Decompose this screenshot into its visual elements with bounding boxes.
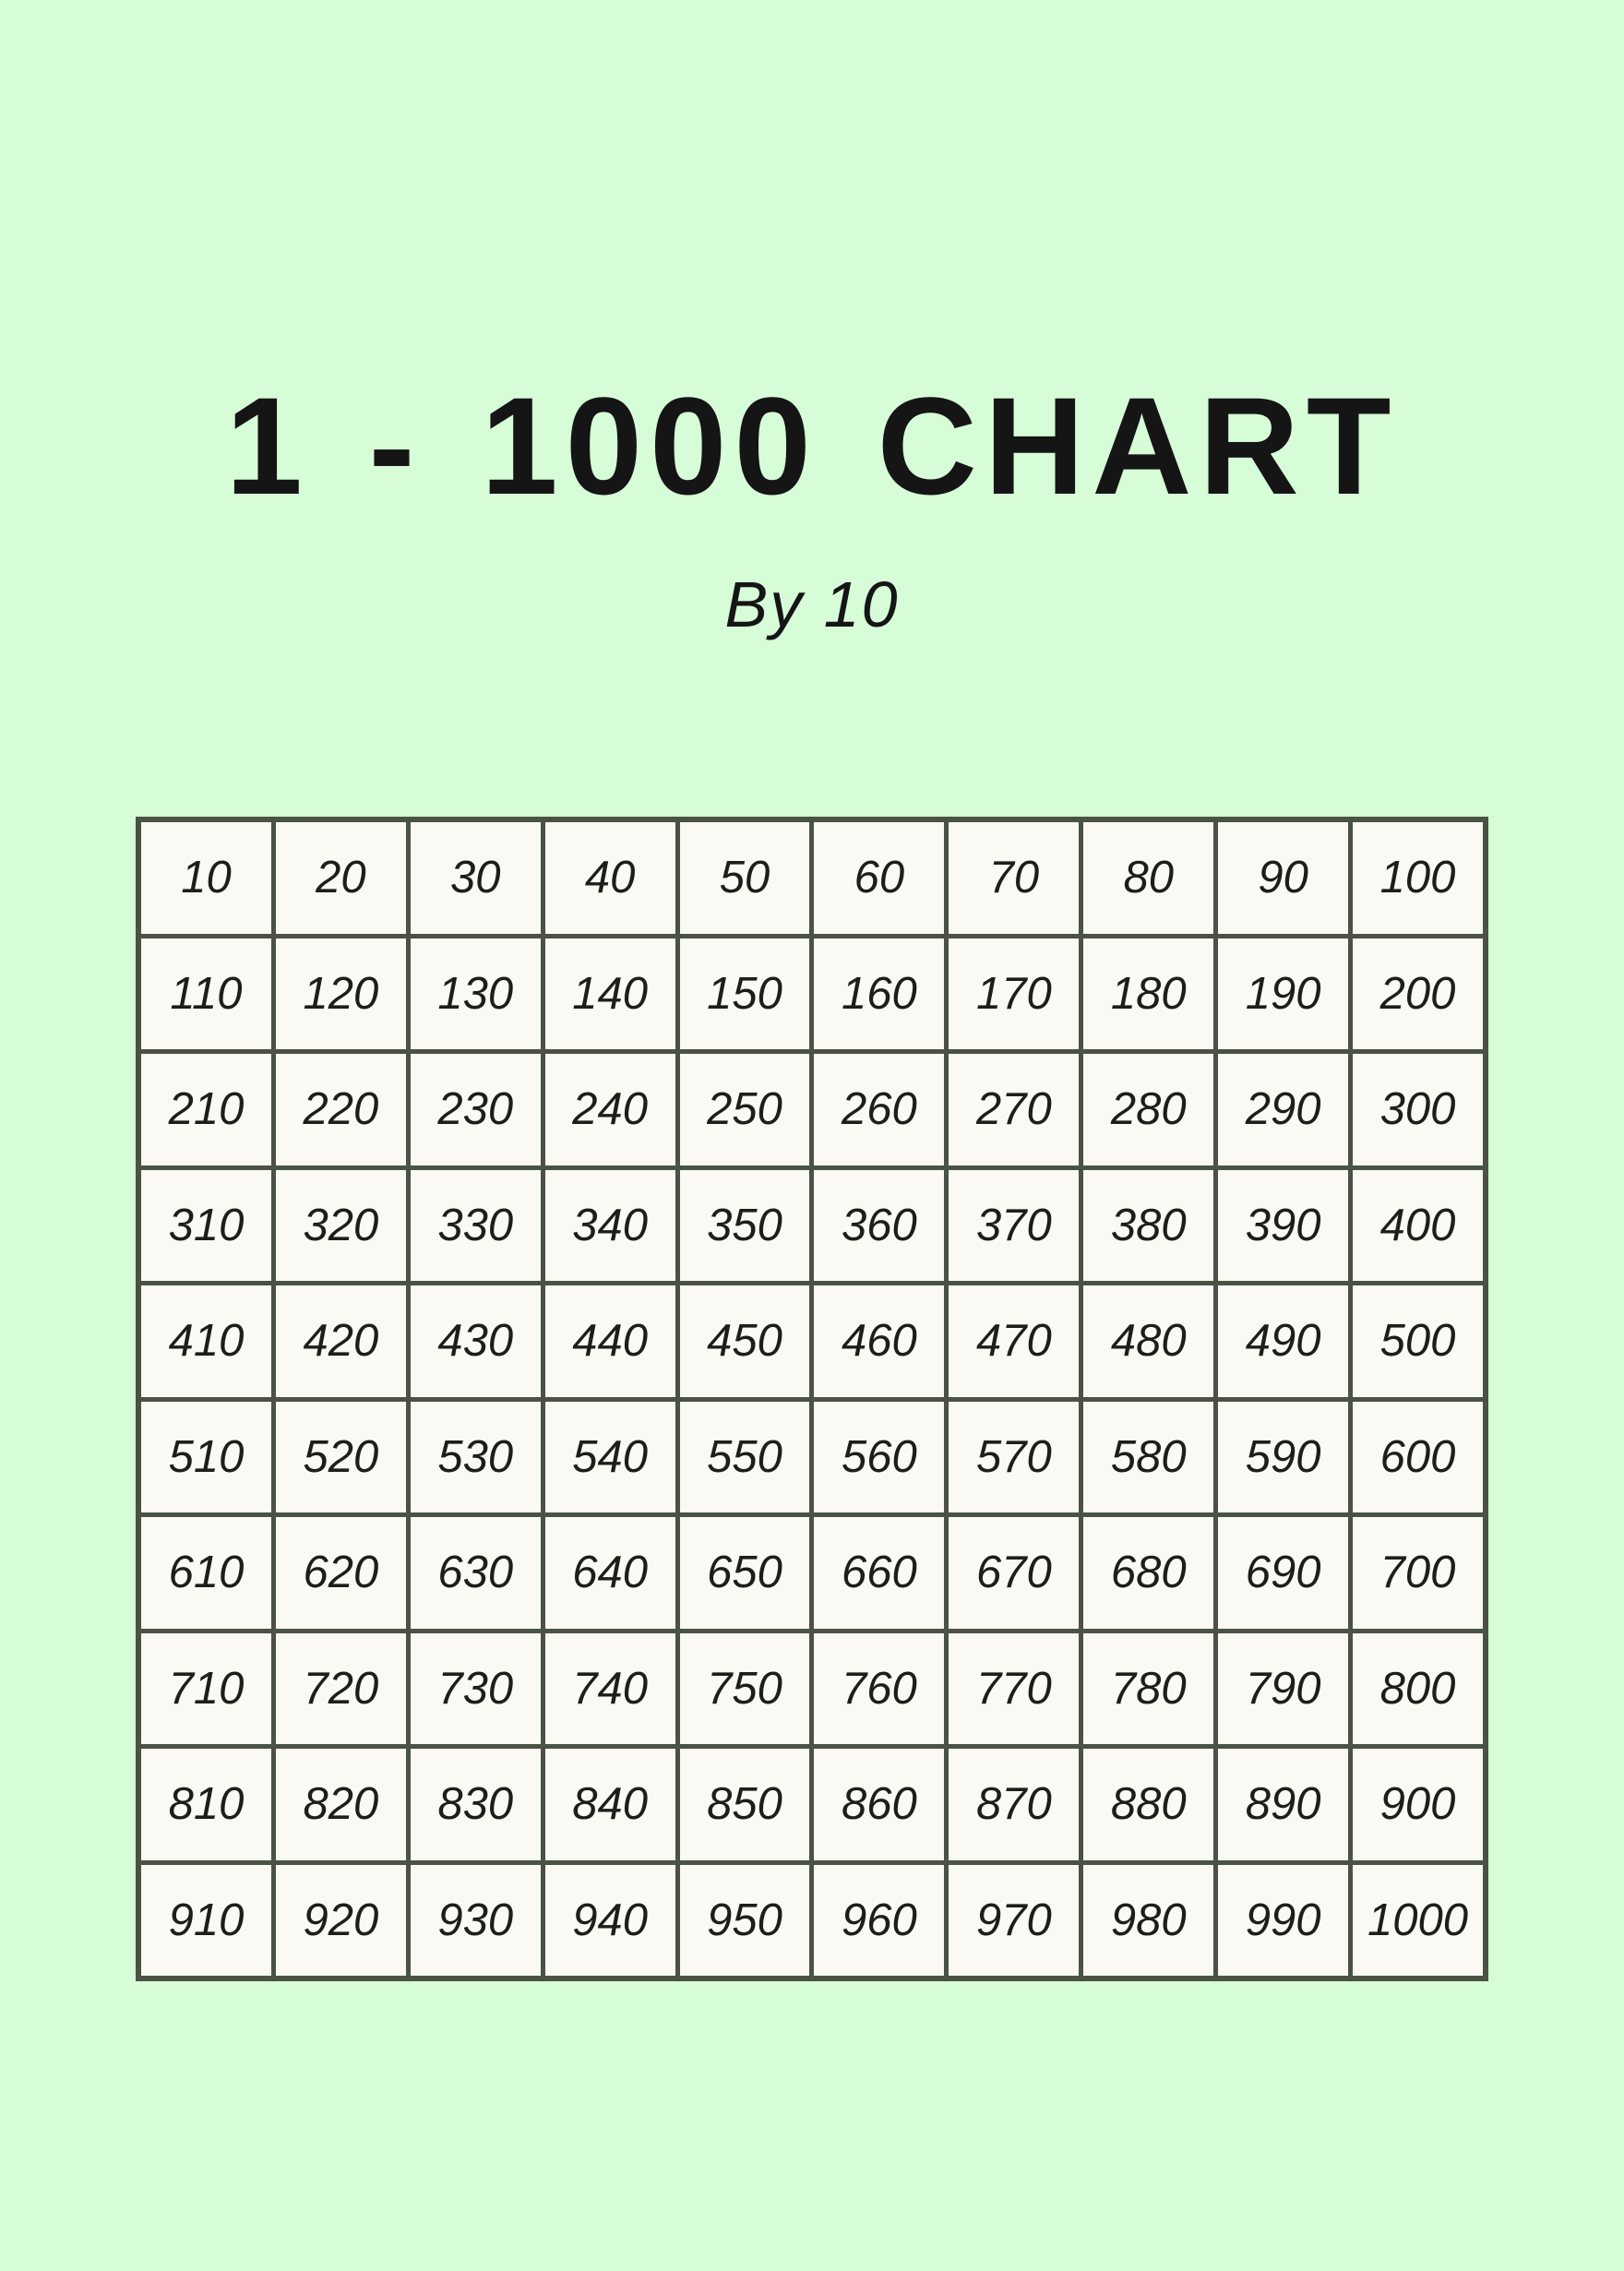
number-cell: 580 <box>1083 1402 1213 1513</box>
page-subtitle: By 10 <box>724 568 900 640</box>
number-cell: 900 <box>1353 1749 1483 1860</box>
number-cell: 670 <box>949 1517 1079 1629</box>
number-cell: 760 <box>814 1633 944 1745</box>
number-cell: 240 <box>545 1054 675 1165</box>
number-cell: 130 <box>411 938 541 1050</box>
number-cell: 320 <box>276 1170 406 1282</box>
number-cell: 610 <box>141 1517 271 1629</box>
number-cell: 490 <box>1218 1285 1348 1397</box>
number-cell: 450 <box>680 1285 810 1397</box>
number-cell: 950 <box>680 1865 810 1977</box>
number-cell: 730 <box>411 1633 541 1745</box>
number-cell: 1000 <box>1353 1865 1483 1977</box>
number-cell: 980 <box>1083 1865 1213 1977</box>
number-cell: 570 <box>949 1402 1079 1513</box>
number-cell: 930 <box>411 1865 541 1977</box>
number-cell: 830 <box>411 1749 541 1860</box>
number-cell: 90 <box>1218 822 1348 934</box>
number-cell: 870 <box>949 1749 1079 1860</box>
number-cell: 250 <box>680 1054 810 1165</box>
number-cell: 440 <box>545 1285 675 1397</box>
number-cell: 790 <box>1218 1633 1348 1745</box>
number-cell: 840 <box>545 1749 675 1860</box>
number-cell: 120 <box>276 938 406 1050</box>
number-cell: 720 <box>276 1633 406 1745</box>
number-cell: 190 <box>1218 938 1348 1050</box>
number-cell: 910 <box>141 1865 271 1977</box>
number-cell: 780 <box>1083 1633 1213 1745</box>
number-cell: 150 <box>680 938 810 1050</box>
number-cell: 310 <box>141 1170 271 1282</box>
number-cell: 550 <box>680 1402 810 1513</box>
number-cell: 200 <box>1353 938 1483 1050</box>
number-cell: 380 <box>1083 1170 1213 1282</box>
number-cell: 300 <box>1353 1054 1483 1165</box>
number-cell: 640 <box>545 1517 675 1629</box>
number-cell: 500 <box>1353 1285 1483 1397</box>
number-cell: 30 <box>411 822 541 934</box>
number-cell: 40 <box>545 822 675 934</box>
number-cell: 340 <box>545 1170 675 1282</box>
number-cell: 390 <box>1218 1170 1348 1282</box>
number-cell: 210 <box>141 1054 271 1165</box>
number-cell: 630 <box>411 1517 541 1629</box>
number-cell: 50 <box>680 822 810 934</box>
number-cell: 820 <box>276 1749 406 1860</box>
number-cell: 270 <box>949 1054 1079 1165</box>
number-cell: 890 <box>1218 1749 1348 1860</box>
number-cell: 80 <box>1083 822 1213 934</box>
number-cell: 70 <box>949 822 1079 934</box>
number-cell: 480 <box>1083 1285 1213 1397</box>
number-cell: 370 <box>949 1170 1079 1282</box>
number-cell: 140 <box>545 938 675 1050</box>
number-cell: 430 <box>411 1285 541 1397</box>
number-cell: 700 <box>1353 1517 1483 1629</box>
number-cell: 350 <box>680 1170 810 1282</box>
number-grid <box>136 817 1488 1981</box>
number-cell: 160 <box>814 938 944 1050</box>
number-cell: 540 <box>545 1402 675 1513</box>
number-cell: 290 <box>1218 1054 1348 1165</box>
number-cell: 590 <box>1218 1402 1348 1513</box>
number-cell: 680 <box>1083 1517 1213 1629</box>
number-cell: 420 <box>276 1285 406 1397</box>
number-cell: 660 <box>814 1517 944 1629</box>
number-cell: 230 <box>411 1054 541 1165</box>
number-cell: 100 <box>1353 822 1483 934</box>
number-cell: 110 <box>141 938 271 1050</box>
number-cell: 710 <box>141 1633 271 1745</box>
page-title: 1 - 1000 CHART <box>225 368 1399 523</box>
number-cell: 800 <box>1353 1633 1483 1745</box>
number-cell: 740 <box>545 1633 675 1745</box>
number-cell: 180 <box>1083 938 1213 1050</box>
number-cell: 690 <box>1218 1517 1348 1629</box>
number-cell: 850 <box>680 1749 810 1860</box>
number-cell: 560 <box>814 1402 944 1513</box>
number-cell: 750 <box>680 1633 810 1745</box>
number-cell: 920 <box>276 1865 406 1977</box>
number-cell: 410 <box>141 1285 271 1397</box>
number-cell: 170 <box>949 938 1079 1050</box>
number-cell: 10 <box>141 822 271 934</box>
number-cell: 530 <box>411 1402 541 1513</box>
number-cell: 220 <box>276 1054 406 1165</box>
number-cell: 520 <box>276 1402 406 1513</box>
number-cell: 960 <box>814 1865 944 1977</box>
number-cell: 880 <box>1083 1749 1213 1860</box>
number-cell: 600 <box>1353 1402 1483 1513</box>
number-cell: 770 <box>949 1633 1079 1745</box>
number-cell: 330 <box>411 1170 541 1282</box>
number-cell: 940 <box>545 1865 675 1977</box>
number-cell: 470 <box>949 1285 1079 1397</box>
number-cell: 990 <box>1218 1865 1348 1977</box>
number-cell: 20 <box>276 822 406 934</box>
number-cell: 460 <box>814 1285 944 1397</box>
number-cell: 60 <box>814 822 944 934</box>
number-cell: 970 <box>949 1865 1079 1977</box>
number-cell: 360 <box>814 1170 944 1282</box>
number-cell: 260 <box>814 1054 944 1165</box>
number-cell: 810 <box>141 1749 271 1860</box>
number-cell: 650 <box>680 1517 810 1629</box>
number-cell: 280 <box>1083 1054 1213 1165</box>
number-cell: 400 <box>1353 1170 1483 1282</box>
number-cell: 510 <box>141 1402 271 1513</box>
number-cell: 860 <box>814 1749 944 1860</box>
number-cell: 620 <box>276 1517 406 1629</box>
